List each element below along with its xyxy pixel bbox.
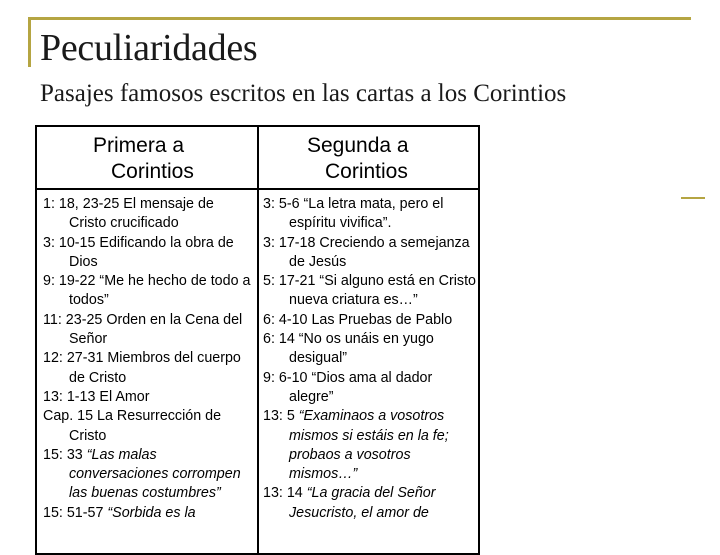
- passage-text: 15: 33: [43, 446, 87, 463]
- header-divider: [37, 188, 478, 190]
- passage-text: 3: 10-15 Edificando la obra de Dios: [43, 234, 234, 270]
- header-line: Primera a: [93, 134, 185, 157]
- slide-title: Peculiaridades: [40, 27, 258, 69]
- decorative-rule: [681, 197, 705, 199]
- passage-entry: [43, 272, 253, 311]
- passage-entry: [43, 234, 253, 273]
- passage-entry: [43, 311, 253, 350]
- passage-quote: “Las malas conversaciones corrompen las buenas costumbres”: [69, 446, 241, 502]
- passage-quote: “La gracia del Señor Jesucristo, el amor de: [289, 485, 436, 521]
- passage-entry: [263, 407, 477, 484]
- passage-text: 13: 1-13 El Amor: [43, 388, 150, 405]
- frame-top-line: [28, 17, 691, 20]
- passage-text: 1: 18, 23-25 El mensaje de Cristo crucificado: [43, 196, 214, 232]
- passage-text: 3: 17-18 Creciendo a semejanza de Jesús: [263, 234, 470, 270]
- passage-text: 9: 19-22 “Me he hecho de todo a todos”: [43, 273, 251, 309]
- passage-text: 6: 4-10 Las Pruebas de Pablo: [263, 311, 453, 328]
- passage-text: 12: 27-31 Miembros del cuerpo de Cristo: [43, 350, 241, 386]
- passage-entry: [263, 369, 477, 408]
- passage-entry: [43, 349, 253, 388]
- column-divider: [257, 127, 259, 553]
- passage-entry: [43, 407, 253, 446]
- frame-left-line: [28, 17, 31, 67]
- header-segunda-corintios: [307, 133, 467, 185]
- passage-text: 9: 6-10 “Dios ama al dador alegre”: [263, 369, 433, 405]
- passage-text: 5: 17-21 “Si alguno está en Cristo nueva criatura es…”: [263, 273, 476, 309]
- passage-entry: [43, 446, 253, 504]
- passage-entry: [263, 272, 477, 311]
- header-line: Corintios: [111, 160, 194, 183]
- header-primera-corintios: [93, 133, 243, 185]
- passage-text: 13: 14: [263, 485, 307, 502]
- passage-entry: [43, 195, 253, 234]
- passage-text: 13: 5: [263, 408, 299, 425]
- passage-text: 15: 51-57: [43, 504, 108, 521]
- header-line: Segunda a: [307, 134, 409, 157]
- header-line: Corintios: [325, 160, 408, 183]
- slide-subtitle: Pasajes famosos escritos en las cartas a los Corintios: [40, 80, 567, 107]
- passage-quote: “Examinaos a vosotros mismos si estáis en la fe; probaos a vosotros mismos…”: [289, 408, 449, 483]
- passage-quote: “Sorbida es la: [107, 504, 196, 521]
- passage-text: 3: 5-6 “La letra mata, pero el espíritu vivifica”.: [263, 196, 444, 232]
- passage-entry: [263, 330, 477, 369]
- primera-corintios-list: [43, 195, 253, 523]
- passage-entry: [263, 311, 477, 330]
- segunda-corintios-list: [263, 195, 477, 523]
- passage-entry: [263, 484, 477, 523]
- passages-table: [35, 125, 480, 555]
- passage-entry: [263, 195, 477, 234]
- passage-text: 11: 23-25 Orden en la Cena del Señor: [43, 311, 243, 348]
- passage-text: Cap. 15 La Resurrección de Cristo: [43, 408, 222, 444]
- passage-entry: [43, 504, 253, 523]
- passage-text: 6: 14 “No os unáis en yugo desigual”: [263, 331, 434, 367]
- passage-entry: [263, 234, 477, 273]
- passage-entry: [43, 388, 253, 407]
